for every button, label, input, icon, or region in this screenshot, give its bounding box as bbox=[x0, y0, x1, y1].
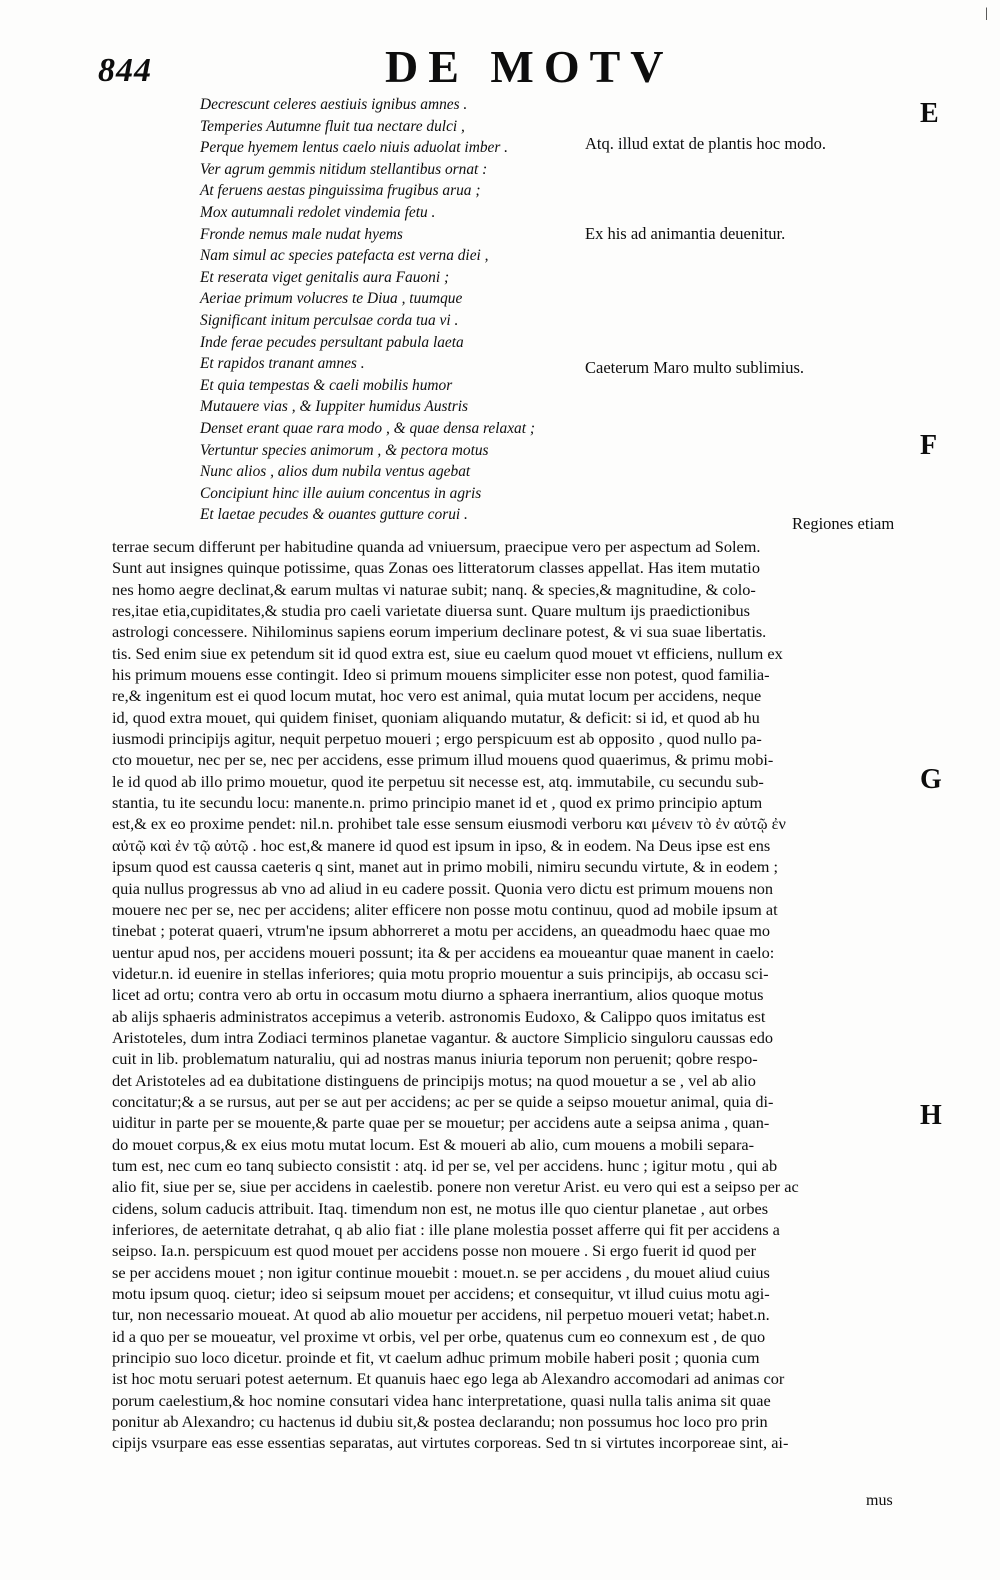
prose-line: Sunt aut insignes quinque potissime, quas Zonas oes litteratorum classes appellat. Has item mutatio bbox=[112, 558, 760, 578]
prose-line: his primum mouens esse contingit. Ideo si primum mouens simpliciter esse non potest, quod familia- bbox=[112, 665, 770, 685]
poem-line: Fronde nemus male nudat hyems bbox=[200, 225, 403, 243]
prose-line: se per accidens mouet ; non igitur continue mouebit : mouet.n. se per accidens , du mouet aliud cuius bbox=[112, 1262, 770, 1282]
poem-line: Mox autumnali redolet vindemia fetu . bbox=[200, 203, 436, 221]
prose-line: iusmodi principijs agitur, nequit perpetuo moueri ; ergo perspicuum est ab opposito , quod nullo pa- bbox=[112, 729, 762, 749]
margin-letter-g: G bbox=[920, 764, 942, 795]
prose-line: cipijs vsurpare eas esse essentias separatas, aut virtutes corporeas. Sed tn si virtutes incorporeae sint, ai- bbox=[112, 1433, 789, 1453]
poem-line: Inde ferae pecudes persultant pabula laeta bbox=[200, 333, 464, 351]
poem-block bbox=[200, 94, 600, 526]
prose-line: principio suo loco dicetur. proinde et fit, vt caelum adhuc primum mobile haberi posit ; quonia cum bbox=[112, 1348, 760, 1368]
prose-line: tis. Sed enim siue ex petendum sit id quod extra est, siue eu caelum quod mouet vt efficiens, nullum ex bbox=[112, 643, 783, 663]
catchword: mus bbox=[866, 1492, 893, 1509]
prose-line: do mouet corpus,& ex eius motu mutat locum. Est & moueri ab alio, cum mouens a mobili separa- bbox=[112, 1134, 755, 1154]
poem-line: Nunc alios , alios dum nubila ventus agebat bbox=[200, 463, 471, 481]
poem-line: Mutauere vias , & Iuppiter humidus Austris bbox=[200, 398, 469, 416]
prose-line: αὐτῷ καὶ ἐν τῷ αὐτῷ . hoc est,& manere id quod est ipsum in ipso, & in eodem. Na Deus ipse est ens bbox=[112, 835, 771, 855]
prose-line: terrae secum differunt per habitudine quanda ad vniuersum, praecipue vero per aspectum ad Solem. bbox=[112, 537, 761, 556]
page-number: 844 bbox=[98, 52, 152, 89]
prose-line: ponitur ab Alexandro; cu hactenus id dubiu sit,& postea declarandu; non possumus hoc loco pro prin bbox=[112, 1412, 768, 1432]
prose-line: id, quod extra mouet, qui quidem finiset, quoniam aliquando mutatur, & deficit: si id, et quod ab hu bbox=[112, 707, 760, 727]
prose-line: est,& ex eo proxime pendet: nil.n. prohibet tale esse sensum eiusmodi verboru και μένειν τὸ ἐν αὐτῷ ἐν bbox=[112, 814, 786, 834]
poem-line: Et quia tempestas & caeli mobilis humor bbox=[200, 376, 453, 394]
poem-line: Aeriae primum volucres te Diua , tuumque bbox=[200, 290, 463, 308]
prose-line: ab alijs sphaeris administratos accepimus a veterib. astronomis Eudoxo, & Calippo quos imitatus est bbox=[112, 1006, 766, 1026]
prose-line: licet ad ortu; contra vero ab ortu in occasum motu diurno a sphaera inerrantium, alios quoque motus bbox=[112, 985, 764, 1005]
prose-line: nes homo aegre declinat,& earum multas vi naturae subit; nanq. & species,& magnitudine, & colo- bbox=[112, 579, 756, 599]
running-head: DE MOTV bbox=[385, 41, 674, 92]
prose-line: seipso. Ia.n. perspicuum est quod mouet per accidens posse non mouere . Si ergo fuerit id quod per bbox=[112, 1241, 757, 1261]
prose-lead: Regiones etiam bbox=[792, 514, 895, 533]
prose-line: porum caelestium,& hoc nomine consutari videa hanc interpretatione, quasi nulla talis anima sit quae bbox=[112, 1390, 771, 1410]
prose-body bbox=[112, 536, 922, 1454]
prose-line: concitatur;& a se rursus, aut per se aut per accidens; ac per se quide a seipso mouetur animal, quia di- bbox=[112, 1091, 774, 1111]
prose-line: le id quod ab illo primo mouetur, quod ite perpetuu sit necesse est, atq. immutabile, cu secundu sub- bbox=[112, 771, 764, 791]
prose-line: motu ipsum quoq. cietur; ideo si seipsum mouet per accidens; et consequitur, vt illud cuius motu agi- bbox=[112, 1284, 770, 1304]
poem-line: Nam simul ac species patefacta est verna diei , bbox=[200, 247, 489, 265]
prose-line: cto mouetur, nec per se, nec per accidens, esse primum illud mouens quod quaerimus, & primu mobi- bbox=[112, 750, 774, 770]
poem-line: Et laetae pecudes & ouantes gutture corui . bbox=[200, 506, 468, 524]
margin-letter-e: E bbox=[920, 98, 939, 129]
poem-line: Et reserata viget genitalis aura Fauoni ; bbox=[200, 268, 450, 286]
poem-line: Decrescunt celeres aestiuis ignibus amnes . bbox=[200, 96, 468, 113]
poem-line: Et rapidos tranant amnes . bbox=[200, 355, 365, 373]
prose-line: tur, non necessario moueat. At quod ab alio mouetur per accidens, nil perpetuo moueri vetat; habet.n. bbox=[112, 1305, 770, 1325]
prose-line: uentur apud nos, per accidens moueri possunt; ita & per accidens ea moueantur quae manent in caelo: bbox=[112, 942, 775, 962]
side-note-animals: Ex his ad animantia deuenitur. bbox=[585, 224, 786, 243]
prose-line: det Aristoteles ad ea dubitatione distinguens de principijs motus; na quod mouetur a se , vel ab alio bbox=[112, 1070, 756, 1090]
side-note-plants: Atq. illud extat de plantis hoc modo. bbox=[585, 134, 827, 153]
prose-line: quia nullus progressus ab vno ad aliud in eu cadere possit. Quonia vero dictu est primum mouens non bbox=[112, 878, 774, 898]
prose-line: inferiores, de aeternitate detrahat, q ab alio fiat : ille plane molestia posset afferre qui fit per accidens a bbox=[112, 1220, 780, 1239]
side-note-maro: Caeterum Maro multo sublimius. bbox=[585, 358, 805, 377]
poem-line: Vertuntur species animorum , & pectora motus bbox=[200, 441, 489, 459]
prose-line: re,& ingenitum est ei quod locum mutat, hoc vero est animal, quia mutat locum per accidens, neque bbox=[112, 686, 762, 706]
edge-mark: | bbox=[985, 6, 988, 21]
prose-line: alio fit, siue per se, siue per accidens in caelestib. ponere non veretur Arist. eu vero qui est a seipso per ac bbox=[112, 1177, 799, 1197]
prose-line: mouere nec per se, nec per accidens; aliter efficere non posse motu continuu, quod ad mobile ipsum at bbox=[112, 899, 778, 919]
poem-line: At feruens aestas pinguissima frugibus arua ; bbox=[200, 182, 481, 200]
poem-line: Concipiunt hinc ille auium concentus in agris bbox=[200, 484, 482, 502]
prose-line: ipsum quod est caussa caeteris q sint, manet aut in primo mobili, nimiru secundu virtute, & in eodem ; bbox=[112, 857, 779, 877]
poem-line: Ver agrum gemmis nitidum stellantibus ornat : bbox=[200, 160, 488, 178]
poem-line: Temperies Autumne fluit tua nectare dulci , bbox=[200, 117, 465, 135]
poem-line: Denset erant quae rara modo , & quae densa relaxat ; bbox=[200, 419, 535, 437]
poem-line: Significant initum perculsae corda tua vi . bbox=[200, 311, 459, 329]
prose-line: astrologi concessere. Nihilominus sapiens eorum imperium declinare potest, & vi sua suae libertatis. bbox=[112, 622, 767, 642]
prose-line: uiditur in parte per se mouente,& parte quae per se mouetur; per accidens aute a seipsa anima , quan- bbox=[112, 1113, 770, 1133]
prose-line: tinebat ; poterat quaeri, vtrum'ne ipsum abhorreret a motu per accidens, an queadmodu haec quae mo bbox=[112, 921, 771, 941]
prose-line: cuit in lib. problematum naturaliu, qui ad nostras manus iniuria teporum non peruenit; qobre respo- bbox=[112, 1049, 758, 1069]
margin-letter-h: H bbox=[920, 1100, 942, 1131]
prose-line: tum est, nec cum eo tanq subiecto consistit : atq. id per se, vel per accidens. hunc ; igitur motu , qui ab bbox=[112, 1155, 778, 1175]
prose-line: cidens, solum caducis attribuit. Itaq. timendum non est, ne motus ille quo cientur planetae , aut orbes bbox=[112, 1198, 769, 1218]
poem-line: Perque hyemem lentus caelo niuis aduolat imber . bbox=[200, 139, 509, 157]
prose-line: Aristoteles, dum intra Zodiaci terminos planetae vagantur. & auctore Simplicio singuloru caussas edo bbox=[112, 1027, 774, 1047]
prose-line: res,itae etia,cupiditates,& studia pro caeli varietate diuersa sunt. Quare multum ijs praedictionibus bbox=[112, 601, 750, 621]
prose-line: videtur.n. id euenire in stellas inferiores; quia motu proprio mouentur a suis principijs, ab occasu sci- bbox=[112, 963, 769, 983]
margin-letter-f: F bbox=[920, 430, 938, 461]
prose-line: id a quo per se moueatur, vel proxime vt orbis, vel per orbe, quatenus cum eo connexum est , de quo bbox=[112, 1326, 766, 1346]
prose-line: ist hoc motu seruari potest aeternum. Et quanuis haec ego lega ab Alexandro accomodari ad animas cor bbox=[112, 1369, 785, 1389]
prose-line: stantia, tu ite secundu locu: manente.n. primo principio manet id et , quod ex primo principio aptum bbox=[112, 793, 763, 813]
